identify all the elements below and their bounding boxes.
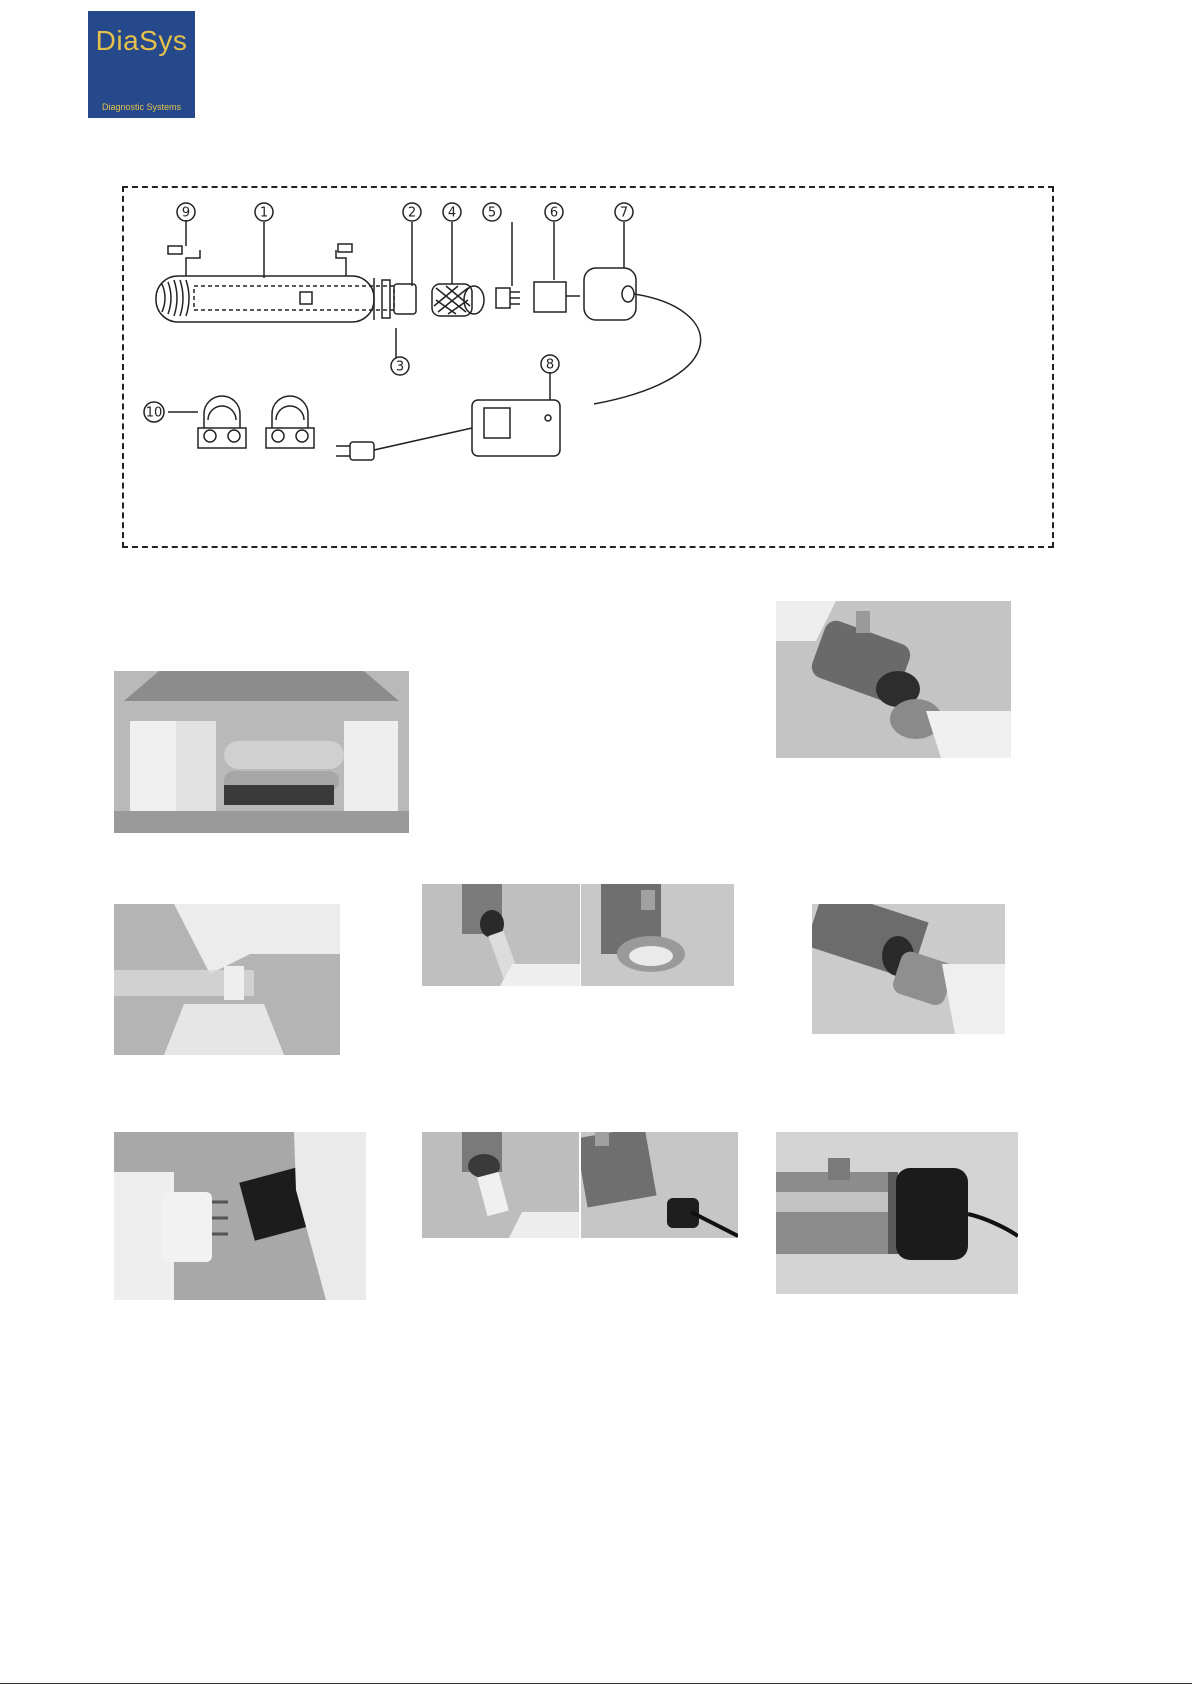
callout-1: 1	[259, 205, 269, 221]
logo-tagline: Diagnostic Systems	[101, 102, 182, 112]
photo-insert-lamp-a	[422, 1132, 579, 1238]
parts-diagram-drawing	[124, 188, 1052, 546]
photo-quartz-sleeve	[114, 904, 340, 1055]
photo-assembled-unit	[776, 1132, 1018, 1294]
photo-unscrew-nut	[776, 601, 1011, 758]
parts-diagram	[122, 186, 1054, 548]
callout-10: 10	[145, 405, 163, 421]
callout-4: 4	[447, 205, 457, 221]
callout-5: 5	[487, 205, 497, 221]
photo-box-contents	[114, 671, 409, 833]
callout-3: 3	[395, 359, 405, 375]
callout-9: 9	[181, 205, 191, 221]
photo-insert-sleeve-b	[581, 884, 734, 986]
photo-insert-sleeve-a	[422, 884, 580, 986]
page-bottom-rule	[0, 1683, 1192, 1684]
diasys-logo	[88, 11, 195, 118]
callout-7: 7	[619, 205, 629, 221]
photo-tighten-nut	[812, 904, 1005, 1034]
callout-6: 6	[549, 205, 559, 221]
photo-insert-lamp-b	[581, 1132, 738, 1238]
photo-connect-lamp	[114, 1132, 366, 1300]
callout-2: 2	[407, 205, 417, 221]
logo-brand-text: DiaSys	[95, 25, 188, 56]
callout-8: 8	[545, 357, 555, 373]
